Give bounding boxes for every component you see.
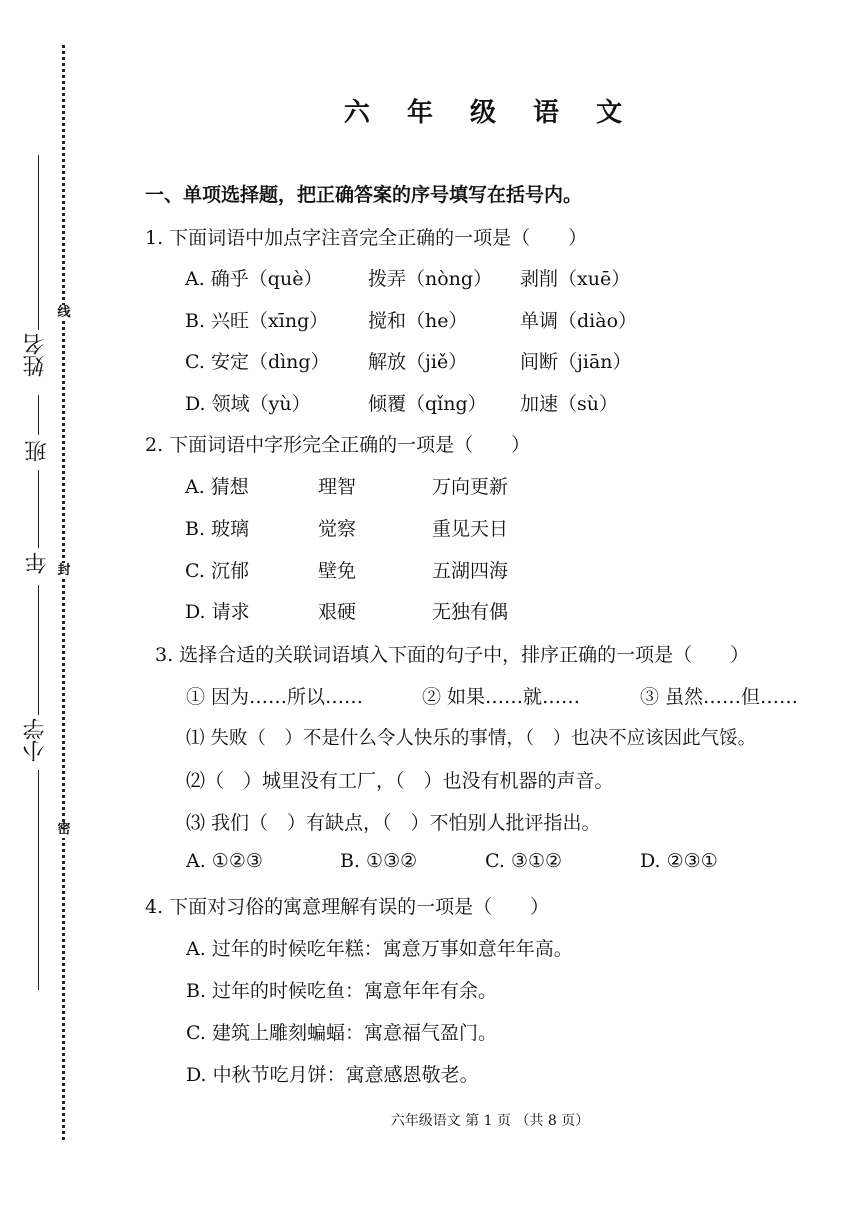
question-2-stem: 2. 下面词语中字形完全正确的一项是（ ） — [145, 434, 531, 456]
q2-option-c-2: 壁免 — [318, 560, 357, 582]
q2-option-d-1: D. 请求 — [185, 601, 250, 623]
q1-option-b-3: 单调（diào） — [520, 310, 638, 332]
question-4-stem: 4. 下面对习俗的寓意理解有误的一项是（ ） — [145, 896, 550, 918]
q2-option-c-3: 五湖四海 — [432, 560, 509, 582]
q2-option-a-3: 万向更新 — [432, 476, 509, 498]
q1-option-c-2: 解放（jiě） — [368, 351, 468, 373]
seal-mark-xian: 线 — [57, 305, 71, 320]
q2-option-b-3: 重见天日 — [432, 518, 509, 540]
q1-option-c-1: C. 安定（dìng） — [185, 351, 330, 373]
class-label: 班 — [25, 440, 50, 462]
q3-answer-a: A. ①②③ — [186, 850, 263, 872]
q3-sentence-2: ⑵（ ）城里没有工厂，（ ）也没有机器的声音。 — [186, 770, 614, 792]
q1-option-d-1: D. 领域（yù） — [185, 393, 311, 415]
q3-connective-1: ① 因为……所以…… — [186, 686, 364, 708]
q1-option-a-2: 拨弄（nòng） — [368, 268, 493, 290]
q2-option-b-1: B. 玻璃 — [185, 518, 250, 540]
class-blank-line — [38, 395, 39, 435]
q1-option-d-2: 倾覆（qǐng） — [368, 393, 487, 415]
section-heading: 一、单项选择题，把正确答案的序号填写在括号内。 — [145, 184, 583, 206]
q4-option-c: C. 建筑上雕刻蝙蝠：寓意福气盈门。 — [186, 1022, 497, 1044]
q1-option-a-3: 剥削（xuē） — [520, 268, 631, 290]
q2-option-b-2: 觉察 — [318, 518, 357, 540]
q2-option-d-3: 无独有偶 — [432, 601, 509, 623]
q1-option-d-3: 加速（sù） — [520, 393, 618, 415]
q1-option-b-1: B. 兴旺（xīng） — [185, 310, 329, 332]
seal-mark-feng: 封 — [57, 563, 71, 578]
page-footer: 六年级语文 第 1 页 （共 8 页） — [390, 1113, 590, 1129]
q3-sentence-3: ⑶ 我们（ ）有缺点，（ ）不怕别人批评指出。 — [186, 812, 601, 834]
q1-option-b-2: 搅和（he） — [368, 310, 468, 332]
name-blank-line — [38, 155, 39, 330]
q3-answer-b: B. ①③② — [340, 850, 418, 872]
q3-answer-c: C. ③①② — [485, 850, 563, 872]
question-1-stem: 1. 下面词语中加点字注音完全正确的一项是（ ） — [145, 227, 588, 249]
q3-connective-2: ② 如果……就…… — [422, 686, 581, 708]
q4-option-b: B. 过年的时候吃鱼：寓意年年有余。 — [186, 980, 498, 1002]
q1-option-a-1: A. 确乎（què） — [185, 268, 323, 290]
q1-option-c-3: 间断（jiān） — [520, 351, 632, 373]
q3-sentence-1: ⑴ 失败（ ）不是什么令人快乐的事情，（ ）也决不应该因此气馁。 — [186, 728, 757, 749]
q3-connective-3: ③ 虽然……但…… — [640, 686, 799, 708]
grade-label: 年 — [25, 552, 50, 574]
q4-option-a: A. 过年的时候吃年糕：寓意万事如意年年高。 — [186, 938, 573, 960]
school-label: 小学 — [23, 718, 48, 762]
q2-option-d-2: 艰硬 — [318, 601, 357, 623]
page-title: 六 年 级 语 文 — [343, 98, 637, 128]
name-label: 姓名 — [23, 333, 48, 377]
seal-mark-mi: 密 — [57, 822, 71, 837]
q2-option-c-1: C. 沉郁 — [185, 560, 249, 582]
question-3-stem: 3. 选择合适的关联词语填入下面的句子中，排序正确的一项是（ ） — [155, 644, 750, 666]
q3-answer-d: D. ②③① — [640, 850, 718, 872]
q4-option-d: D. 中秋节吃月饼：寓意感恩敬老。 — [186, 1064, 479, 1086]
grade-blank-line — [38, 470, 39, 548]
school-blank-line-top — [38, 585, 39, 715]
binding-dotted-line — [62, 45, 65, 1140]
q2-option-a-1: A. 猜想 — [185, 476, 249, 498]
q2-option-a-2: 理智 — [318, 476, 357, 498]
school-blank-line — [38, 770, 39, 990]
